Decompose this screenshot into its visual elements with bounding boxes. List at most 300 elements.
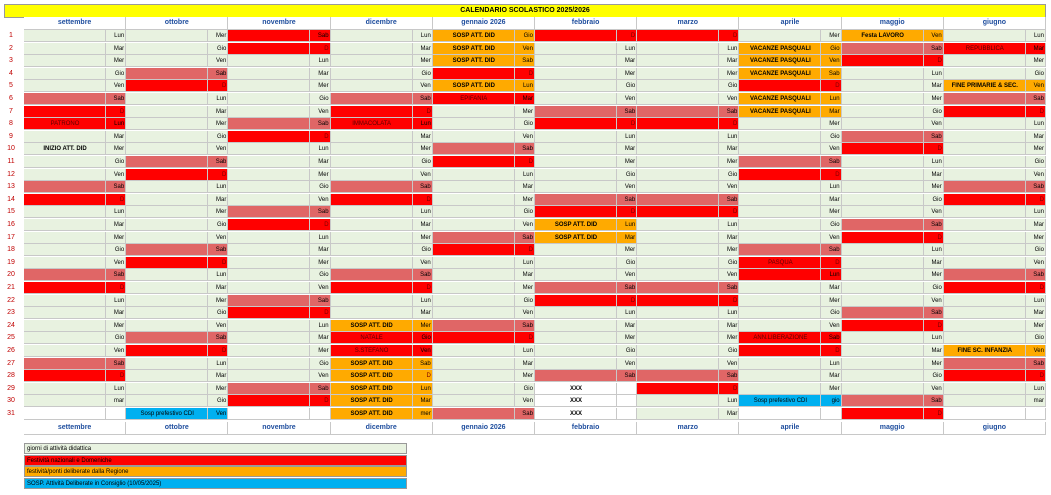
event-cell-giugno-31[interactable] <box>944 408 1026 420</box>
event-cell-ottobre-24[interactable] <box>126 320 208 332</box>
event-cell-aprile-8[interactable] <box>739 118 821 130</box>
day-name: Mer <box>522 196 533 203</box>
event-cell-ottobre-11[interactable] <box>126 156 208 168</box>
event-cell-ottobre-10[interactable] <box>126 143 208 155</box>
event-cell-dicembre-23[interactable] <box>331 307 413 319</box>
event-cell-settembre-30[interactable] <box>24 395 106 407</box>
event-cell-marzo-8[interactable] <box>637 118 719 130</box>
event-cell-giugno-23[interactable] <box>944 307 1026 319</box>
event-cell-febbraio-23[interactable] <box>535 307 617 319</box>
event-cell-marzo-21[interactable] <box>637 282 719 294</box>
event-cell-novembre-27[interactable] <box>228 358 310 370</box>
event-cell-gennaio-12[interactable] <box>433 169 515 181</box>
event-cell-gennaio-18[interactable] <box>433 244 515 256</box>
event-cell-marzo-18[interactable] <box>637 244 719 256</box>
event-cell-dicembre-2[interactable] <box>331 43 413 55</box>
event-cell-maggio-5[interactable] <box>842 80 924 92</box>
event-cell-maggio-15[interactable] <box>842 206 924 218</box>
event-cell-novembre-31[interactable] <box>228 408 310 420</box>
event-cell-settembre-4[interactable] <box>24 68 106 80</box>
event-cell-settembre-20[interactable] <box>24 269 106 281</box>
event-cell-settembre-18[interactable] <box>24 244 106 256</box>
event-cell-maggio-24[interactable] <box>842 320 924 332</box>
event-cell-giugno-17[interactable] <box>944 232 1026 244</box>
event-cell-ottobre-14[interactable] <box>126 194 208 206</box>
event-cell-aprile-10[interactable] <box>739 143 821 155</box>
event-cell-giugno-21[interactable] <box>944 282 1026 294</box>
event-cell-ottobre-4[interactable] <box>126 68 208 80</box>
event-cell-gennaio-14[interactable] <box>433 194 515 206</box>
event-cell-dicembre-20[interactable] <box>331 269 413 281</box>
event-cell-settembre-26[interactable] <box>24 345 106 357</box>
event-cell-aprile-28[interactable] <box>739 370 821 382</box>
event-cell-ottobre-17[interactable] <box>126 232 208 244</box>
event-cell-dicembre-3[interactable] <box>331 55 413 67</box>
event-cell-maggio-16[interactable] <box>842 219 924 231</box>
event-cell-febbraio-4[interactable] <box>535 68 617 80</box>
event-cell-maggio-21[interactable] <box>842 282 924 294</box>
event-cell-marzo-22[interactable] <box>637 295 719 307</box>
event-cell-novembre-30[interactable] <box>228 395 310 407</box>
event-cell-giugno-3[interactable] <box>944 55 1026 67</box>
event-cell-dicembre-5[interactable] <box>331 80 413 92</box>
event-cell-aprile-15[interactable] <box>739 206 821 218</box>
event-cell-marzo-7[interactable] <box>637 106 719 118</box>
event-cell-maggio-6[interactable] <box>842 93 924 105</box>
event-cell-giugno-19[interactable] <box>944 257 1026 269</box>
event-cell-settembre-19[interactable] <box>24 257 106 269</box>
row-number-left: 3 <box>9 57 13 65</box>
event-cell-gennaio-22[interactable] <box>433 295 515 307</box>
event-cell-giugno-10[interactable] <box>944 143 1026 155</box>
day-name: D <box>937 58 942 65</box>
event-cell-aprile-18[interactable] <box>739 244 821 256</box>
event-cell-gennaio-29[interactable] <box>433 383 515 395</box>
event-cell-novembre-29[interactable] <box>228 383 310 395</box>
day-name: Gio <box>319 184 329 191</box>
event-cell-dicembre-10[interactable] <box>331 143 413 155</box>
event-cell-febbraio-18[interactable] <box>535 244 617 256</box>
event-cell-febbraio-21[interactable] <box>535 282 617 294</box>
event-cell-maggio-3[interactable] <box>842 55 924 67</box>
event-cell-giugno-15[interactable] <box>944 206 1026 218</box>
event-cell-dicembre-1[interactable] <box>331 30 413 42</box>
event-cell-settembre-9[interactable] <box>24 131 106 143</box>
event-cell-novembre-25[interactable] <box>228 332 310 344</box>
event-cell-febbraio-22[interactable] <box>535 295 617 307</box>
event-cell-gennaio-20[interactable] <box>433 269 515 281</box>
event-cell-febbraio-28[interactable] <box>535 370 617 382</box>
day-name: Gio <box>932 196 942 203</box>
event-cell-novembre-23[interactable] <box>228 307 310 319</box>
event-cell-novembre-15[interactable] <box>228 206 310 218</box>
event-cell-settembre-31[interactable] <box>24 408 106 420</box>
event-cell-febbraio-14[interactable] <box>535 194 617 206</box>
event-cell-maggio-20[interactable] <box>842 269 924 281</box>
event-cell-dicembre-17[interactable] <box>331 232 413 244</box>
event-cell-ottobre-1[interactable] <box>126 30 208 42</box>
event-cell-maggio-4[interactable] <box>842 68 924 80</box>
event-cell-novembre-24[interactable] <box>228 320 310 332</box>
event-cell-maggio-14[interactable] <box>842 194 924 206</box>
event-cell-novembre-21[interactable] <box>228 282 310 294</box>
event-cell-gennaio-17[interactable] <box>433 232 515 244</box>
event-cell-gennaio-24[interactable] <box>433 320 515 332</box>
event-cell-marzo-30[interactable] <box>637 395 719 407</box>
event-cell-gennaio-16[interactable] <box>433 219 515 231</box>
event-cell-dicembre-12[interactable] <box>331 169 413 181</box>
event-cell-aprile-1[interactable] <box>739 30 821 42</box>
event-cell-ottobre-7[interactable] <box>126 106 208 118</box>
event-cell-dicembre-13[interactable] <box>331 181 413 193</box>
event-cell-novembre-8[interactable] <box>228 118 310 130</box>
event-cell-dicembre-14[interactable] <box>331 194 413 206</box>
event-cell-dicembre-15[interactable] <box>331 206 413 218</box>
event-cell-aprile-17[interactable] <box>739 232 821 244</box>
event-cell-settembre-23[interactable] <box>24 307 106 319</box>
event-cell-dicembre-21[interactable] <box>331 282 413 294</box>
event-cell-febbraio-9[interactable] <box>535 131 617 143</box>
event-cell-giugno-4[interactable] <box>944 68 1026 80</box>
event-cell-gennaio-27[interactable] <box>433 358 515 370</box>
event-cell-novembre-18[interactable] <box>228 244 310 256</box>
event-cell-giugno-9[interactable] <box>944 131 1026 143</box>
event-cell-aprile-27[interactable] <box>739 358 821 370</box>
event-cell-marzo-29[interactable] <box>637 383 719 395</box>
event-cell-gennaio-8[interactable] <box>433 118 515 130</box>
event-cell-ottobre-22[interactable] <box>126 295 208 307</box>
day-name: Gio <box>114 159 125 165</box>
event-cell-aprile-26[interactable] <box>739 345 821 357</box>
event-cell-giugno-13[interactable] <box>944 181 1026 193</box>
event-cell-aprile-9[interactable] <box>739 131 821 143</box>
event-cell-giugno-18[interactable] <box>944 244 1026 256</box>
event-cell-febbraio-10[interactable] <box>535 143 617 155</box>
event-cell-maggio-17[interactable] <box>842 232 924 244</box>
event-cell-febbraio-19[interactable] <box>535 257 617 269</box>
event-cell-ottobre-21[interactable] <box>126 282 208 294</box>
event-cell-maggio-9[interactable] <box>842 131 924 143</box>
event-cell-novembre-6[interactable] <box>228 93 310 105</box>
event-cell-giugno-11[interactable] <box>944 156 1026 168</box>
day-name: Lun <box>625 310 636 317</box>
event-cell-ottobre-27[interactable] <box>126 358 208 370</box>
event-cell-giugno-16[interactable] <box>944 219 1026 231</box>
event-cell-settembre-16[interactable] <box>24 219 106 231</box>
event-cell-novembre-26[interactable] <box>228 345 310 357</box>
event-cell-gennaio-13[interactable] <box>433 181 515 193</box>
day-name: Gio <box>421 335 431 342</box>
event-cell-novembre-9[interactable] <box>228 131 310 143</box>
event-cell-aprile-12[interactable] <box>739 169 821 181</box>
event-cell-gennaio-19[interactable] <box>433 257 515 269</box>
event-cell-giugno-20[interactable] <box>944 269 1026 281</box>
event-cell-novembre-2[interactable] <box>228 43 310 55</box>
event-cell-settembre-22[interactable] <box>24 295 106 307</box>
event-cell-aprile-11[interactable] <box>739 156 821 168</box>
event-cell-febbraio-5[interactable] <box>535 80 617 92</box>
day-name: D <box>835 83 840 90</box>
day-name: Lun <box>625 222 636 228</box>
event-cell-marzo-28[interactable] <box>637 370 719 382</box>
event-cell-marzo-13[interactable] <box>637 181 719 193</box>
event-cell-maggio-23[interactable] <box>842 307 924 319</box>
event-cell-gennaio-28[interactable] <box>433 370 515 382</box>
event-cell-maggio-26[interactable] <box>842 345 924 357</box>
event-cell-febbraio-24[interactable] <box>535 320 617 332</box>
event-cell-giugno-12[interactable] <box>944 169 1026 181</box>
event-cell-novembre-1[interactable] <box>228 30 310 42</box>
event-cell-dicembre-4[interactable] <box>331 68 413 80</box>
event-cell-ottobre-3[interactable] <box>126 55 208 67</box>
event-cell-ottobre-15[interactable] <box>126 206 208 218</box>
event-cell-novembre-20[interactable] <box>228 269 310 281</box>
event-cell-settembre-7[interactable] <box>24 106 106 118</box>
event-cell-marzo-11[interactable] <box>637 156 719 168</box>
event-label: VACANZE PASQUALI <box>750 45 811 52</box>
event-cell-novembre-5[interactable] <box>228 80 310 92</box>
event-cell-marzo-31[interactable] <box>637 408 719 420</box>
event-cell-settembre-24[interactable] <box>24 320 106 332</box>
event-cell-ottobre-13[interactable] <box>126 181 208 193</box>
event-cell-aprile-5[interactable] <box>739 80 821 92</box>
event-cell-settembre-13[interactable] <box>24 181 106 193</box>
event-cell-marzo-10[interactable] <box>637 143 719 155</box>
event-cell-novembre-14[interactable] <box>228 194 310 206</box>
event-cell-giugno-1[interactable] <box>944 30 1026 42</box>
event-cell-febbraio-2[interactable] <box>535 43 617 55</box>
event-cell-aprile-24[interactable] <box>739 320 821 332</box>
event-cell-febbraio-15[interactable] <box>535 206 617 218</box>
event-cell-settembre-3[interactable] <box>24 55 106 67</box>
event-cell-maggio-2[interactable] <box>842 43 924 55</box>
event-cell-giugno-14[interactable] <box>944 194 1026 206</box>
event-cell-giugno-6[interactable] <box>944 93 1026 105</box>
event-cell-aprile-14[interactable] <box>739 194 821 206</box>
event-cell-maggio-22[interactable] <box>842 295 924 307</box>
event-cell-ottobre-26[interactable] <box>126 345 208 357</box>
event-cell-gennaio-30[interactable] <box>433 395 515 407</box>
event-cell-febbraio-13[interactable] <box>535 181 617 193</box>
event-cell-settembre-11[interactable] <box>24 156 106 168</box>
event-cell-gennaio-7[interactable] <box>433 106 515 118</box>
event-cell-ottobre-16[interactable] <box>126 219 208 231</box>
event-cell-marzo-23[interactable] <box>637 307 719 319</box>
event-cell-marzo-2[interactable] <box>637 43 719 55</box>
event-cell-maggio-18[interactable] <box>842 244 924 256</box>
event-cell-ottobre-6[interactable] <box>126 93 208 105</box>
event-cell-gennaio-26[interactable] <box>433 345 515 357</box>
event-cell-ottobre-2[interactable] <box>126 43 208 55</box>
event-cell-ottobre-29[interactable] <box>126 383 208 395</box>
event-cell-giugno-24[interactable] <box>944 320 1026 332</box>
event-cell-maggio-31[interactable] <box>842 408 924 420</box>
event-cell-maggio-13[interactable] <box>842 181 924 193</box>
event-cell-maggio-10[interactable] <box>842 143 924 155</box>
event-cell-dicembre-16[interactable] <box>331 219 413 231</box>
event-cell-settembre-14[interactable] <box>24 194 106 206</box>
event-cell-dicembre-6[interactable] <box>331 93 413 105</box>
event-cell-febbraio-27[interactable] <box>535 358 617 370</box>
event-cell-febbraio-7[interactable] <box>535 106 617 118</box>
event-cell-ottobre-5[interactable] <box>126 80 208 92</box>
event-cell-ottobre-9[interactable] <box>126 131 208 143</box>
event-cell-maggio-12[interactable] <box>842 169 924 181</box>
day-name: Sab <box>317 33 329 39</box>
event-cell-aprile-29[interactable] <box>739 383 821 395</box>
event-cell-marzo-1[interactable] <box>637 30 719 42</box>
event-cell-ottobre-30[interactable] <box>126 395 208 407</box>
event-cell-novembre-10[interactable] <box>228 143 310 155</box>
event-cell-gennaio-4[interactable] <box>433 68 515 80</box>
event-cell-gennaio-11[interactable] <box>433 156 515 168</box>
event-cell-marzo-26[interactable] <box>637 345 719 357</box>
event-cell-novembre-16[interactable] <box>228 219 310 231</box>
event-cell-febbraio-8[interactable] <box>535 118 617 130</box>
day-name: Lun <box>114 121 125 128</box>
event-cell-maggio-19[interactable] <box>842 257 924 269</box>
event-cell-gennaio-31[interactable] <box>433 408 515 420</box>
event-cell-marzo-20[interactable] <box>637 269 719 281</box>
event-cell-gennaio-9[interactable] <box>433 131 515 143</box>
event-cell-settembre-2[interactable] <box>24 43 106 55</box>
event-cell-febbraio-1[interactable] <box>535 30 617 42</box>
event-cell-novembre-12[interactable] <box>228 169 310 181</box>
day-name: Mar <box>727 146 738 153</box>
row-number-left: 6 <box>9 95 13 102</box>
event-cell-aprile-31[interactable] <box>739 408 821 420</box>
day-name: Gio <box>625 259 636 266</box>
event-cell-ottobre-23[interactable] <box>126 307 208 319</box>
event-cell-dicembre-7[interactable] <box>331 106 413 118</box>
event-cell-giugno-28[interactable] <box>944 370 1026 382</box>
event-cell-settembre-1[interactable] <box>24 30 106 42</box>
event-cell-marzo-19[interactable] <box>637 257 719 269</box>
month-header-top-1: settembre <box>24 17 126 30</box>
day-name: Mer <box>727 247 738 254</box>
event-cell-febbraio-25[interactable] <box>535 332 617 344</box>
event-cell-febbraio-6[interactable] <box>535 93 617 105</box>
day-name: Gio <box>625 171 636 178</box>
event-cell-giugno-27[interactable] <box>944 358 1026 370</box>
event-cell-marzo-4[interactable] <box>637 68 719 80</box>
day-name: Gio <box>1034 335 1044 342</box>
event-cell-febbraio-12[interactable] <box>535 169 617 181</box>
event-cell-settembre-15[interactable] <box>24 206 106 218</box>
event-cell-gennaio-25[interactable] <box>433 332 515 344</box>
event-cell-maggio-7[interactable] <box>842 106 924 118</box>
event-cell-marzo-3[interactable] <box>637 55 719 67</box>
event-cell-giugno-7[interactable] <box>944 106 1026 118</box>
event-cell-febbraio-3[interactable] <box>535 55 617 67</box>
day-name: Ven <box>522 45 533 52</box>
event-cell-dicembre-11[interactable] <box>331 156 413 168</box>
event-cell-gennaio-23[interactable] <box>433 307 515 319</box>
event-cell-marzo-17[interactable] <box>637 232 719 244</box>
event-cell-settembre-5[interactable] <box>24 80 106 92</box>
event-cell-ottobre-28[interactable] <box>126 370 208 382</box>
event-cell-gennaio-21[interactable] <box>433 282 515 294</box>
event-cell-settembre-29[interactable] <box>24 383 106 395</box>
event-cell-marzo-15[interactable] <box>637 206 719 218</box>
event-cell-novembre-11[interactable] <box>228 156 310 168</box>
event-cell-aprile-13[interactable] <box>739 181 821 193</box>
event-cell-dicembre-9[interactable] <box>331 131 413 143</box>
event-cell-marzo-27[interactable] <box>637 358 719 370</box>
event-cell-settembre-27[interactable] <box>24 358 106 370</box>
event-cell-novembre-19[interactable] <box>228 257 310 269</box>
event-cell-ottobre-18[interactable] <box>126 244 208 256</box>
event-cell-maggio-29[interactable] <box>842 383 924 395</box>
event-cell-aprile-23[interactable] <box>739 307 821 319</box>
event-cell-novembre-7[interactable] <box>228 106 310 118</box>
event-cell-gennaio-10[interactable] <box>433 143 515 155</box>
event-cell-aprile-22[interactable] <box>739 295 821 307</box>
event-cell-febbraio-26[interactable] <box>535 345 617 357</box>
event-cell-novembre-13[interactable] <box>228 181 310 193</box>
event-cell-gennaio-15[interactable] <box>433 206 515 218</box>
event-cell-giugno-30[interactable] <box>944 395 1026 407</box>
event-cell-dicembre-22[interactable] <box>331 295 413 307</box>
event-cell-marzo-25[interactable] <box>637 332 719 344</box>
event-cell-novembre-28[interactable] <box>228 370 310 382</box>
event-cell-settembre-21[interactable] <box>24 282 106 294</box>
event-cell-marzo-5[interactable] <box>637 80 719 92</box>
event-cell-ottobre-19[interactable] <box>126 257 208 269</box>
event-cell-marzo-14[interactable] <box>637 194 719 206</box>
event-cell-maggio-27[interactable] <box>842 358 924 370</box>
day-name: Gio <box>421 70 431 77</box>
event-cell-aprile-21[interactable] <box>739 282 821 294</box>
event-cell-novembre-3[interactable] <box>228 55 310 67</box>
event-cell-maggio-11[interactable] <box>842 156 924 168</box>
event-label: SOSP ATT. DID <box>350 322 393 329</box>
event-cell-febbraio-11[interactable] <box>535 156 617 168</box>
event-cell-marzo-24[interactable] <box>637 320 719 332</box>
event-cell-ottobre-25[interactable] <box>126 332 208 344</box>
event-cell-settembre-17[interactable] <box>24 232 106 244</box>
event-cell-marzo-12[interactable] <box>637 169 719 181</box>
event-cell-maggio-25[interactable] <box>842 332 924 344</box>
event-cell-novembre-4[interactable] <box>228 68 310 80</box>
legend-item-4: SOSP. Attività Deliberate in Consiglio (10/05/2025) <box>24 478 407 489</box>
event-cell-maggio-30[interactable] <box>842 395 924 407</box>
event-cell-maggio-8[interactable] <box>842 118 924 130</box>
event-cell-giugno-25[interactable] <box>944 332 1026 344</box>
event-cell-dicembre-19[interactable] <box>331 257 413 269</box>
event-cell-ottobre-12[interactable] <box>126 169 208 181</box>
event-cell-aprile-16[interactable] <box>739 219 821 231</box>
event-cell-settembre-25[interactable] <box>24 332 106 344</box>
event-cell-marzo-9[interactable] <box>637 131 719 143</box>
event-cell-ottobre-8[interactable] <box>126 118 208 130</box>
event-cell-marzo-6[interactable] <box>637 93 719 105</box>
event-cell-novembre-17[interactable] <box>228 232 310 244</box>
event-cell-settembre-28[interactable] <box>24 370 106 382</box>
event-cell-settembre-6[interactable] <box>24 93 106 105</box>
event-cell-marzo-16[interactable] <box>637 219 719 231</box>
event-cell-giugno-22[interactable] <box>944 295 1026 307</box>
event-cell-maggio-28[interactable] <box>842 370 924 382</box>
event-cell-febbraio-20[interactable] <box>535 269 617 281</box>
event-cell-dicembre-18[interactable] <box>331 244 413 256</box>
event-cell-settembre-12[interactable] <box>24 169 106 181</box>
event-cell-ottobre-20[interactable] <box>126 269 208 281</box>
event-cell-giugno-29[interactable] <box>944 383 1026 395</box>
event-cell-novembre-22[interactable] <box>228 295 310 307</box>
event-cell-aprile-20[interactable] <box>739 269 821 281</box>
event-cell-giugno-8[interactable] <box>944 118 1026 130</box>
